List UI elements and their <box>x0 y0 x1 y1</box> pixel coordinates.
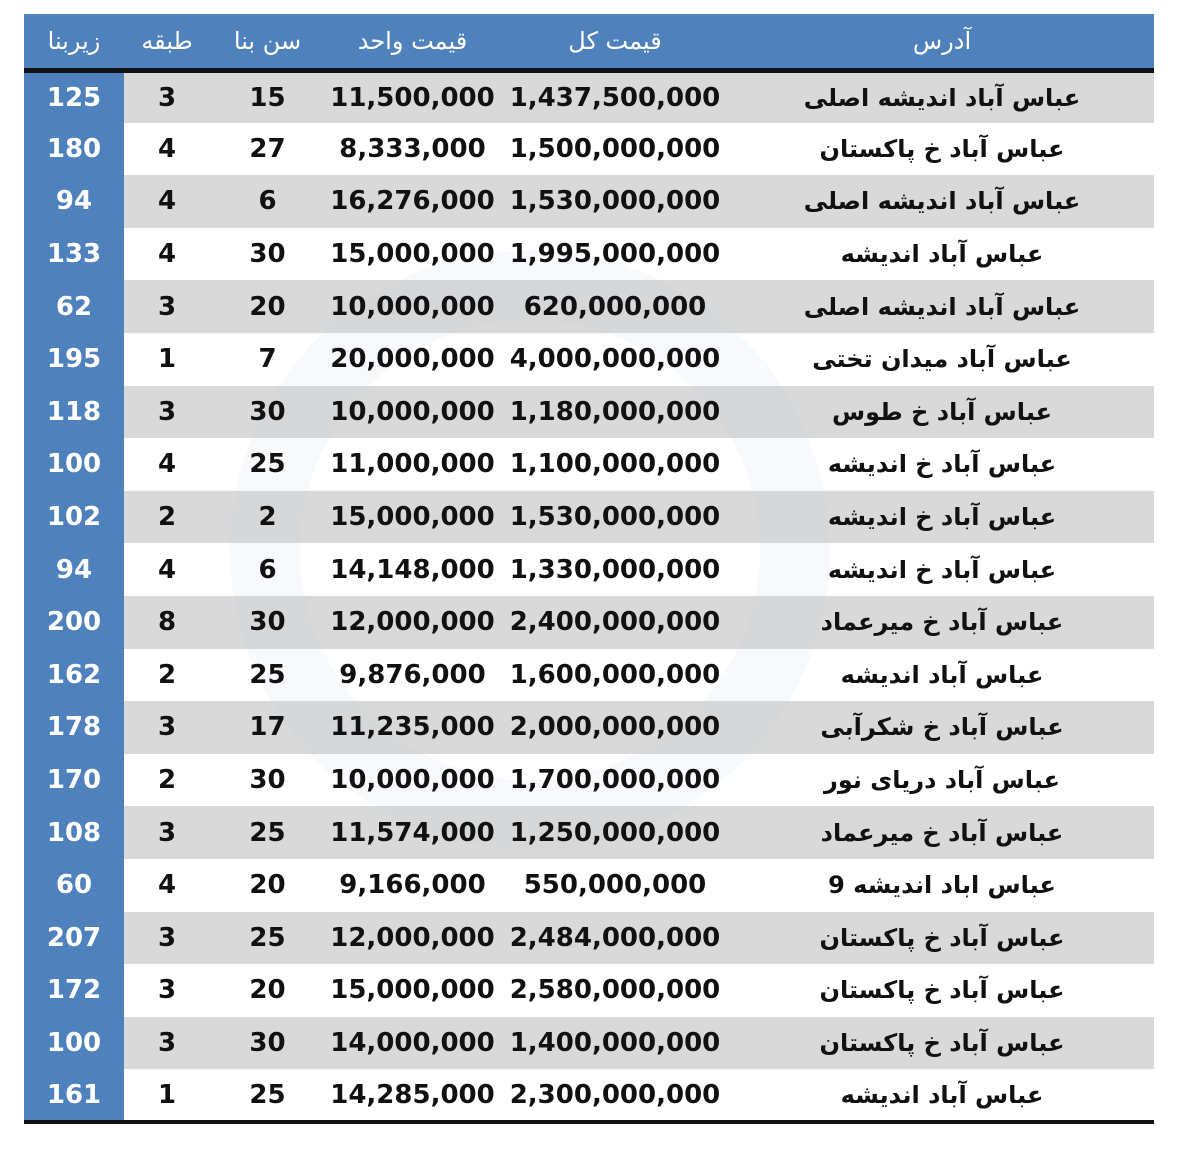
area-cell: 200 <box>24 596 124 649</box>
address-cell: عباس آباد میدان تختی <box>730 333 1154 386</box>
floor-cell: 1 <box>124 333 210 386</box>
floor-cell: 4 <box>124 175 210 228</box>
age-cell: 6 <box>210 175 325 228</box>
area-cell: 62 <box>24 280 124 333</box>
unit-price-cell: 14,285,000 <box>325 1069 500 1122</box>
total-price-cell: 2,400,000,000 <box>500 596 730 649</box>
area-cell: 100 <box>24 1017 124 1070</box>
total-price-cell: 2,300,000,000 <box>500 1069 730 1122</box>
area-cell: 60 <box>24 859 124 912</box>
age-cell: 30 <box>210 596 325 649</box>
header-row <box>24 14 1154 70</box>
unit-price-cell: 15,000,000 <box>325 491 500 544</box>
age-cell: 20 <box>210 964 325 1017</box>
address-cell: عباس آباد اندیشه اصلی <box>730 175 1154 228</box>
age-cell: 30 <box>210 754 325 807</box>
floor-cell: 4 <box>124 543 210 596</box>
total-price-cell: 2,484,000,000 <box>500 912 730 965</box>
total-price-cell: 1,500,000,000 <box>500 123 730 176</box>
unit-price-cell: 8,333,000 <box>325 123 500 176</box>
floor-cell: 2 <box>124 491 210 544</box>
age-cell: 25 <box>210 912 325 965</box>
address-cell: عباس آباد خ اندیشه <box>730 491 1154 544</box>
total-price-cell: 620,000,000 <box>500 280 730 333</box>
unit-price-cell: 12,000,000 <box>325 912 500 965</box>
age-cell: 25 <box>210 806 325 859</box>
unit-price-cell: 9,166,000 <box>325 859 500 912</box>
area-cell: 108 <box>24 806 124 859</box>
header-unit-price: قیمت واحد <box>357 26 468 55</box>
unit-price-cell: 11,235,000 <box>325 701 500 754</box>
unit-price-cell: 11,574,000 <box>325 806 500 859</box>
total-price-cell: 4,000,000,000 <box>500 333 730 386</box>
header-address: آدرس <box>912 26 972 55</box>
area-cell: 170 <box>24 754 124 807</box>
total-price-cell: 1,330,000,000 <box>500 543 730 596</box>
table-row <box>24 964 1154 1017</box>
area-cell: 100 <box>24 438 124 491</box>
floor-cell: 2 <box>124 754 210 807</box>
unit-price-cell: 15,000,000 <box>325 964 500 1017</box>
total-price-cell: 1,100,000,000 <box>500 438 730 491</box>
address-cell: عباس آباد خ میرعماد <box>730 596 1154 649</box>
unit-price-cell: 10,000,000 <box>325 386 500 439</box>
age-cell: 2 <box>210 491 325 544</box>
floor-cell: 1 <box>124 1069 210 1122</box>
table-row <box>24 806 1154 859</box>
age-cell: 30 <box>210 228 325 281</box>
table-row <box>24 175 1154 228</box>
area-cell: 118 <box>24 386 124 439</box>
area-cell: 162 <box>24 649 124 702</box>
address-cell: عباس آباد خ پاکستان <box>730 912 1154 965</box>
table-row <box>24 280 1154 333</box>
area-cell: 161 <box>24 1069 124 1122</box>
floor-cell: 4 <box>124 123 210 176</box>
table-row <box>24 70 1154 123</box>
age-cell: 25 <box>210 649 325 702</box>
area-cell: 180 <box>24 123 124 176</box>
table-row <box>24 1069 1154 1122</box>
address-cell: عباس آباد خ پاکستان <box>730 964 1154 1017</box>
total-price-cell: 1,400,000,000 <box>500 1017 730 1070</box>
address-cell: عباس آباد خ طوس <box>730 386 1154 439</box>
unit-price-cell: 15,000,000 <box>325 228 500 281</box>
area-cell: 133 <box>24 228 124 281</box>
address-cell: عباس آباد اندیشه <box>730 1069 1154 1122</box>
total-price-cell: 2,000,000,000 <box>500 701 730 754</box>
unit-price-cell: 14,000,000 <box>325 1017 500 1070</box>
floor-cell: 3 <box>124 701 210 754</box>
total-price-cell: 1,700,000,000 <box>500 754 730 807</box>
total-price-cell: 1,530,000,000 <box>500 491 730 544</box>
floor-cell: 3 <box>124 386 210 439</box>
total-price-cell: 1,995,000,000 <box>500 228 730 281</box>
unit-price-cell: 12,000,000 <box>325 596 500 649</box>
address-cell: عباس آباد اندیشه <box>730 649 1154 702</box>
unit-price-cell: 20,000,000 <box>325 333 500 386</box>
area-cell: 125 <box>24 70 124 123</box>
age-cell: 17 <box>210 701 325 754</box>
table-row <box>24 491 1154 544</box>
property-listing-table <box>24 14 1154 1124</box>
floor-cell: 8 <box>124 596 210 649</box>
area-cell: 195 <box>24 333 124 386</box>
address-cell: عباس آباد خ پاکستان <box>730 1017 1154 1070</box>
area-cell: 94 <box>24 543 124 596</box>
table-row <box>24 859 1154 912</box>
total-price-cell: 2,580,000,000 <box>500 964 730 1017</box>
age-cell: 6 <box>210 543 325 596</box>
total-price-cell: 1,437,500,000 <box>500 70 730 123</box>
header-floor: طبقه <box>141 26 193 55</box>
table-row <box>24 701 1154 754</box>
total-price-cell: 1,250,000,000 <box>500 806 730 859</box>
age-cell: 20 <box>210 859 325 912</box>
table-row <box>24 123 1154 176</box>
table-row <box>24 754 1154 807</box>
table-row <box>24 333 1154 386</box>
table-row <box>24 438 1154 491</box>
floor-cell: 3 <box>124 70 210 123</box>
total-price-cell: 1,530,000,000 <box>500 175 730 228</box>
address-cell: عباس آباد اندیشه <box>730 228 1154 281</box>
header-area: زیربنا <box>47 26 101 55</box>
table-row <box>24 1017 1154 1070</box>
age-cell: 15 <box>210 70 325 123</box>
unit-price-cell: 9,876,000 <box>325 649 500 702</box>
floor-cell: 2 <box>124 649 210 702</box>
area-cell: 102 <box>24 491 124 544</box>
address-cell: عباس آباد اندیشه اصلی <box>730 280 1154 333</box>
floor-cell: 4 <box>124 438 210 491</box>
table-row <box>24 543 1154 596</box>
unit-price-cell: 11,500,000 <box>325 70 500 123</box>
age-cell: 30 <box>210 386 325 439</box>
address-cell: عباس آباد خ پاکستان <box>730 123 1154 176</box>
address-cell: عباس آباد خ شکرآبی <box>730 701 1154 754</box>
table-row <box>24 386 1154 439</box>
age-cell: 25 <box>210 1069 325 1122</box>
address-cell: عباس آباد خ اندیشه <box>730 438 1154 491</box>
address-cell: عباس اباد اندیشه 9 <box>730 859 1154 912</box>
age-cell: 7 <box>210 333 325 386</box>
header-age: سن بنا <box>233 26 302 55</box>
total-price-cell: 550,000,000 <box>500 859 730 912</box>
area-cell: 207 <box>24 912 124 965</box>
floor-cell: 4 <box>124 859 210 912</box>
area-cell: 94 <box>24 175 124 228</box>
area-cell: 172 <box>24 964 124 1017</box>
unit-price-cell: 11,000,000 <box>325 438 500 491</box>
address-cell: عباس آباد دریای نور <box>730 754 1154 807</box>
unit-price-cell: 10,000,000 <box>325 754 500 807</box>
address-cell: عباس آباد خ میرعماد <box>730 806 1154 859</box>
address-cell: عباس آباد اندیشه اصلی <box>730 70 1154 123</box>
floor-cell: 3 <box>124 912 210 965</box>
unit-price-cell: 16,276,000 <box>325 175 500 228</box>
unit-price-cell: 14,148,000 <box>325 543 500 596</box>
floor-cell: 3 <box>124 280 210 333</box>
header-total-price: قیمت کل <box>568 26 662 55</box>
table-row <box>24 228 1154 281</box>
table-row <box>24 912 1154 965</box>
address-cell: عباس آباد خ اندیشه <box>730 543 1154 596</box>
total-price-cell: 1,180,000,000 <box>500 386 730 439</box>
age-cell: 20 <box>210 280 325 333</box>
floor-cell: 3 <box>124 964 210 1017</box>
unit-price-cell: 10,000,000 <box>325 280 500 333</box>
age-cell: 27 <box>210 123 325 176</box>
age-cell: 25 <box>210 438 325 491</box>
table-row <box>24 596 1154 649</box>
area-cell: 178 <box>24 701 124 754</box>
age-cell: 30 <box>210 1017 325 1070</box>
floor-cell: 3 <box>124 806 210 859</box>
table-row <box>24 649 1154 702</box>
floor-cell: 4 <box>124 228 210 281</box>
floor-cell: 3 <box>124 1017 210 1070</box>
total-price-cell: 1,600,000,000 <box>500 649 730 702</box>
